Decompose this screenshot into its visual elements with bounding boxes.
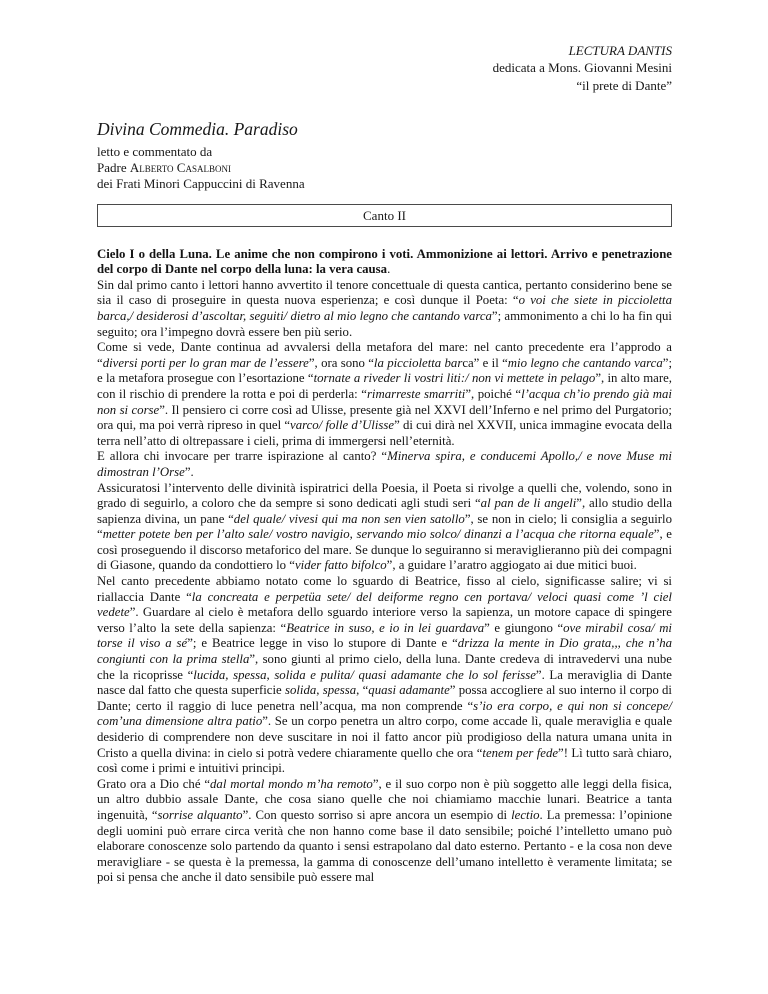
- text-run: Come si vede, Dante continua ad avvalersi della metafora del mare: nel canto precedente era l’approdo a “: [97, 340, 672, 370]
- text-run: o voi che siete in piccioletta barca,/ desiderosi d’ascoltar, seguiti/ dietro al mio legno che cantando varca: [97, 293, 672, 323]
- text-run: sorrise alquanto: [157, 807, 243, 822]
- text-run: la piccioletta bar: [373, 355, 463, 370]
- order-line: [97, 176, 672, 192]
- text-run: Cielo I o della Luna. Le anime che non compirono i voti. Ammonizione ai lettori. Arrivo e penetrazione del corpo di Dante nel corpo della luna: la vera causa: [97, 246, 672, 277]
- text-run: ”, e così proseguendo il discorso metaforico del mare. Se dunque lo seguiranno si meraviglieranno più dei compagni di Giasone, quando da condottiero lo “: [97, 527, 672, 573]
- text-run: ” possa accogliere al suo interno il corpo di Dante; certo il raggio di luce penetra nell’acqua, ma non comprende “: [97, 683, 672, 713]
- body-paragraph: [97, 278, 672, 340]
- body-paragraph: [97, 574, 672, 777]
- text-run: E allora chi invocare per trarre ispirazione al canto? “: [97, 449, 388, 464]
- work-title: Divina Commedia. Paradiso: [97, 119, 298, 140]
- text-run: Grato ora a Dio ché “: [97, 776, 211, 791]
- body-paragraph: [97, 247, 672, 278]
- text-run: ”. Il pensiero ci corre così ad Ulisse, presente già nel XXVI dell’Inferno e nel primo del Purgatorio; ora qui, ma poi verrà ripreso in quel “: [97, 402, 672, 433]
- text-run: dei Frati Minori Cappuccini di Ravenna: [97, 175, 305, 191]
- title-block: [97, 118, 672, 191]
- text-run: ”. Guardare al cielo è metafora dello sguardo interiore verso la sapienza, un motore capace di spingere verso l’alto la sete della sapienza: “: [97, 605, 672, 635]
- text-run: Alberto Casalboni: [129, 160, 231, 176]
- text-run: la concreata e perpetüa sete/ del deiforme regno cen portava/ veloci quasi come ’l ciel vedete: [97, 589, 672, 620]
- text-run: Sin dal primo canto i lettori hanno avvertito il tenore concettuale di questa cantica, pertanto considerino bene se sia il caso di proseguire in questa nuova esperienza; e così dunque il Poeta: “: [97, 277, 672, 308]
- text-run: ” di cui dirà nel XXVII, unica immagine evocata della terra nell’atto di oltrepassare i cieli, prima di immergersi nell’eternità.: [97, 418, 673, 448]
- canto-title: Canto II: [363, 207, 406, 223]
- body: [97, 247, 672, 886]
- text-run: dal mortal mondo m’ha remoto: [210, 776, 373, 791]
- text-run: ca” e il “: [462, 355, 508, 370]
- dedication-line: dedicata a Mons. Giovanni Mesini: [492, 60, 672, 76]
- text-run: lucida, spessa, solida e pulita/ quasi adamante che lo sol ferisse: [193, 667, 536, 682]
- body-paragraph: [97, 777, 672, 886]
- text-run: . La premessa: l’opinione degli uomini può errare circa verità che non hanno come base il dato sensibile; poiché l’intelletto umano può elaborare conoscenze solo partendo da quanto i sensi estrapolano dal dato esterno. Pertanto - e la cosa non deve meravigliare - se questa è la premessa, la gamma di conoscenze dell’umano intelletto è veramente limitata; se poi si pensa che anche il dato sensibile può essere mal: [97, 807, 673, 885]
- text-run: ”. Se un corpo penetra un altro corpo, come accade lì, quale meraviglia e quale desiderio di comprendere non deve suscitare in noi il fatto ancor più prodigioso della natura umana unita in Cristo a quella divina: in cielo si potrà vedere chiaramente quello che ora “: [97, 714, 672, 760]
- body-paragraph: [97, 340, 672, 449]
- text-run: metter potete ben per l’alto sale/ vostro navigio, servando mio solco/ dinanzi a l’acqua che ritorna equale: [102, 527, 654, 542]
- text-run: ”, allo studio della sapienza divina, un pane “: [97, 496, 672, 526]
- text-run: l’acqua ch’io prendo già mai non si corse: [97, 386, 672, 417]
- text-run: spessa: [322, 683, 357, 698]
- text-run: rimarreste smarriti: [366, 386, 466, 401]
- text-run: drizza la mente in Dio grata,,, che n’ha congiunti con la prima stella: [97, 636, 672, 667]
- text-run: ove mirabil cosa/ mi torse il viso a sé: [97, 620, 672, 651]
- text-run: ”, ora sono “: [308, 355, 374, 370]
- text-run: Nel canto precedente abbiamo notato come lo sguardo di Beatrice, fisso al cielo, significasse salire; vi si riallaccia Dante “: [97, 574, 672, 604]
- text-run: ,: [316, 683, 323, 698]
- text-run: ”.: [184, 464, 194, 479]
- text-run: tornate a riveder li vostri liti:/ non vi mettete in pelago: [313, 371, 596, 386]
- text-run: ”, in alto mare, con il rischio di prendere la rotta e poi di perderla: “: [97, 371, 672, 401]
- text-run: Beatrice in suso, e io in lei guardava: [286, 620, 485, 635]
- body-paragraph: [97, 481, 672, 575]
- text-run: ”, e il suo corpo non è più soggetto alle leggi della fisica, un altro dubbio assale Dante, che cosa siano quelle che noi chiamiamo macchie lunari. Beatrice a tanta ingenuità, “: [97, 776, 673, 822]
- text-run: al pan de li angeli: [480, 496, 577, 511]
- text-run: Minerva spira, e conducemi Apollo,/ e nove Muse mi dimostran l’Orse: [97, 449, 672, 479]
- text-run: ”, a guidare l’aratro aggiogato ai due mitici buoi.: [386, 558, 637, 573]
- text-run: varco/ folle d’Ulisse: [290, 418, 395, 433]
- body-paragraph: [97, 449, 672, 480]
- author-line: [97, 160, 672, 176]
- text-run: , “: [356, 683, 369, 698]
- text-run: ”; e la metafora prosegue con l’esortazione “: [97, 355, 673, 386]
- text-run: ”; e Beatrice legge in viso lo stupore di Dante e “: [187, 636, 458, 651]
- text-run: s’io era corpo, e qui non si concepe/ com’una dimensione altra patio: [97, 698, 672, 729]
- text-run: ”. La meraviglia di Dante nasce dal fatto che questa superficie: [97, 667, 672, 698]
- text-run: letto e commentato da: [97, 144, 213, 160]
- text-run: vider fatto bifolco: [294, 558, 387, 573]
- text-run: ”, sono giunti al primo cielo, della luna. Dante credeva di intravedervi una nube che la ricoprisse “: [97, 652, 672, 682]
- dedication-epithet: “il prete di Dante”: [576, 77, 672, 93]
- text-run: ”. Con questo sorriso si apre ancora un esempio di: [242, 807, 512, 822]
- text-run: diversi porti per lo gran mar de l’essere: [102, 355, 309, 370]
- text-run: .: [387, 262, 391, 277]
- text-run: ”! Lì tutto sarà chiaro, così come i primi e intuitivi principi.: [97, 745, 672, 776]
- text-run: Padre: [97, 160, 130, 176]
- text-run: Assicuratosi l’intervento delle divinità ispiratrici della Poesia, il Poeta si rivolge a quelli che, volendo, sono in grado di seguirlo, a coloro che da sempre si sono dedicati agli studi seri “: [97, 480, 672, 511]
- commentary-byline: [97, 144, 672, 160]
- text-run: mio legno che cantando varca: [507, 355, 663, 370]
- text-run: del quale/ vivesi qui ma non sen vien satollo: [233, 511, 465, 526]
- text-run: ”, poiché “: [465, 386, 522, 401]
- text-run: ”; ammonimento a chi lo ha fin qui seguito; ora l’impegno dovrà essere ben più serio.: [97, 308, 672, 339]
- text-run: quasi adamante: [368, 683, 450, 698]
- canto-heading-box: [97, 204, 672, 227]
- text-run: solida: [284, 683, 317, 698]
- document-header: [97, 42, 672, 94]
- text-run: ”, se non in cielo; li consiglia a seguirlo “: [97, 511, 672, 542]
- text-run: lectio: [511, 807, 540, 822]
- series-title: LECTURA DANTIS: [568, 43, 672, 58]
- text-run: tenem per fede: [482, 745, 559, 760]
- text-run: ” e giungono “: [484, 620, 564, 635]
